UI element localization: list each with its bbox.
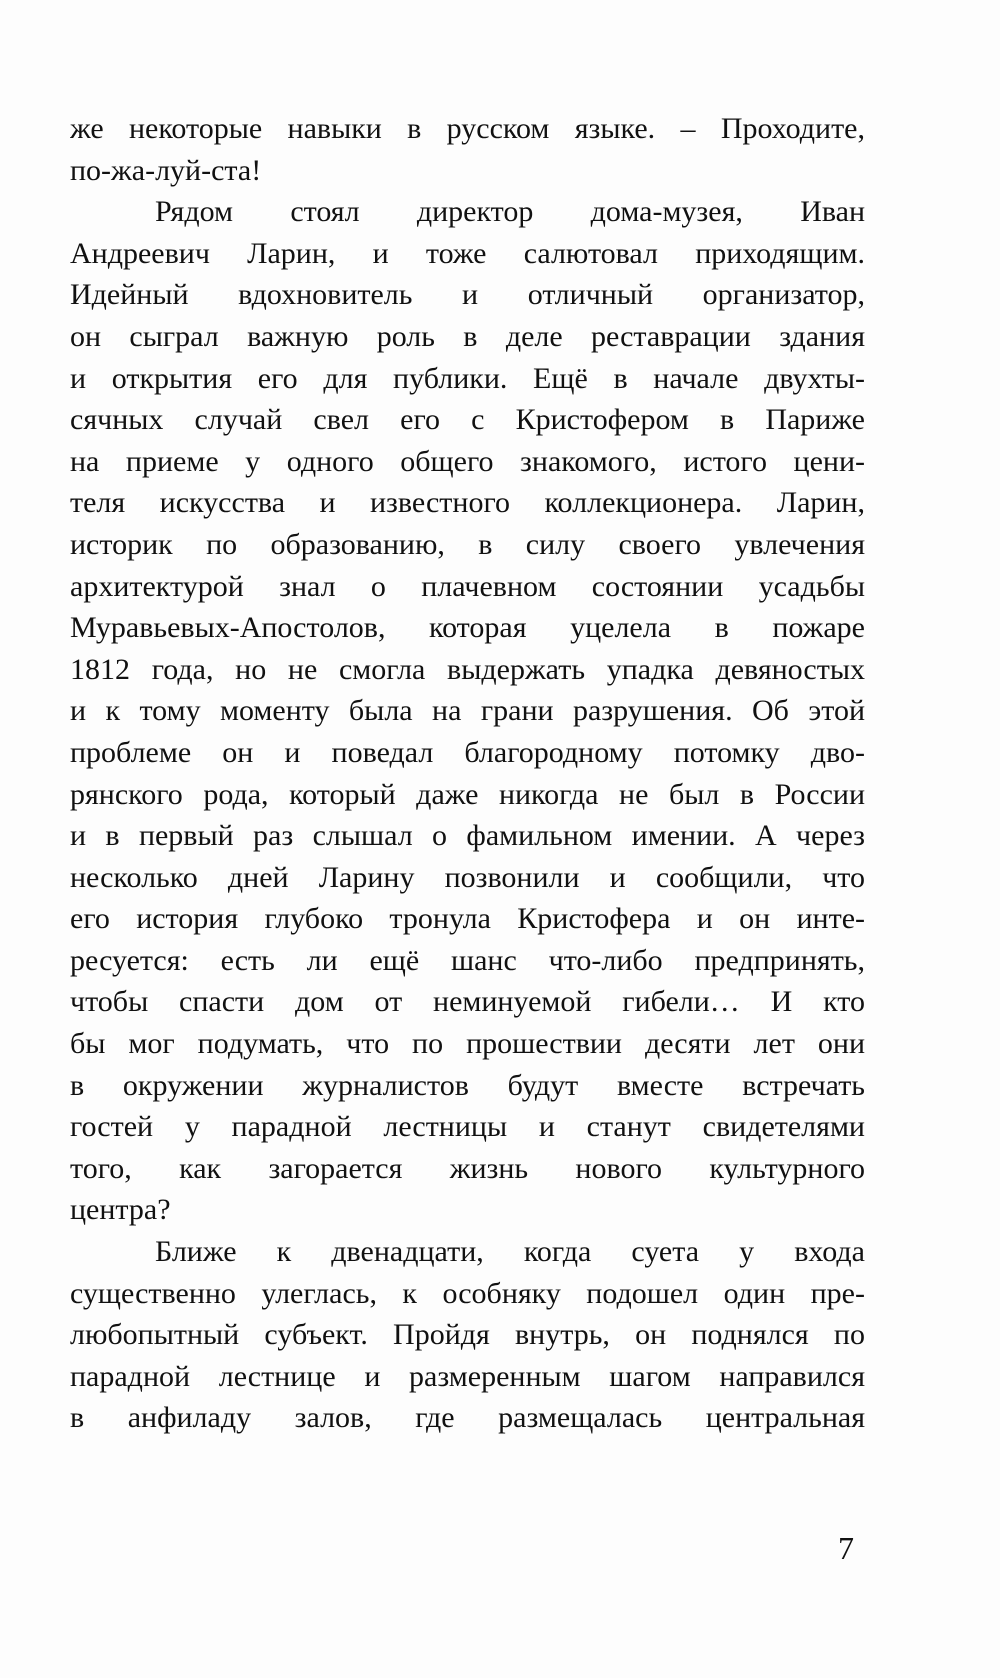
text-line: его история глубоко тронула Кристофера и он инте- bbox=[70, 902, 865, 936]
text-line: и открытия его для публики. Ещё в начале двухты- bbox=[70, 361, 865, 395]
text-line: архитектурой знал о плачевном состоянии усадьбы bbox=[70, 569, 865, 603]
text-line: существенно улеглась, к особняку подошел один пре- bbox=[70, 1276, 865, 1310]
text-line: Рядом стоял директор дома-музея, Иван bbox=[155, 195, 865, 229]
text-line: Ближе к двенадцати, когда суета у входа bbox=[155, 1235, 865, 1269]
text-line: сячных случай свел его с Кристофером в Париже bbox=[70, 403, 865, 437]
text-line: Идейный вдохновитель и отличный организатор, bbox=[70, 278, 865, 312]
text-line: на приеме у одного общего знакомого, истого цени- bbox=[70, 444, 865, 478]
text-line: в анфиладу залов, где размещалась центральная bbox=[70, 1401, 865, 1435]
text-line: рянского рода, который даже никогда не был в России bbox=[70, 777, 865, 811]
text-line: любопытный субъект. Пройдя внутрь, он поднялся по bbox=[70, 1318, 865, 1352]
text-line: Муравьевых-Апостолов, которая уцелела в пожаре bbox=[70, 611, 865, 645]
text-line: и в первый раз слышал о фамильном имении. А через bbox=[70, 819, 865, 853]
text-line: он сыграл важную роль в деле реставрации здания bbox=[70, 319, 865, 353]
text-line: и к тому моменту была на грани разрушения. Об этой bbox=[70, 694, 865, 728]
text-line: Андреевич Ларин, и тоже салютовал приходящим. bbox=[70, 236, 865, 270]
text-line: историк по образованию, в силу своего увлечения bbox=[70, 527, 865, 561]
text-line: теля искусства и известного коллекционера. Ларин, bbox=[70, 486, 865, 520]
text-line: по-жа-луй-ста! bbox=[70, 153, 262, 187]
text-line: бы мог подумать, что по прошествии десяти лет они bbox=[70, 1027, 865, 1061]
text-line: же некоторые навыки в русском языке. – Проходите, bbox=[70, 112, 865, 145]
text-line: в окружении журналистов будут вместе встречать bbox=[70, 1068, 865, 1102]
text-line: чтобы спасти дом от неминуемой гибели… И кто bbox=[70, 985, 865, 1019]
text-line: несколько дней Ларину позвонили и сообщили, что bbox=[70, 860, 865, 894]
text-line: ресуется: есть ли ещё шанс что-либо предпринять, bbox=[70, 943, 865, 977]
text-line: проблеме он и поведал благородному потомку дво- bbox=[70, 735, 865, 769]
text-line: гостей у парадной лестницы и станут свидетелями bbox=[70, 1110, 865, 1144]
body-text bbox=[70, 108, 865, 1439]
text-line: центра? bbox=[70, 1193, 171, 1227]
text-line: 1812 года, но не смогла выдержать упадка девяностых bbox=[70, 652, 865, 686]
page-number: 7 bbox=[838, 1530, 854, 1566]
text-line: того, как загорается жизнь нового культурного bbox=[70, 1151, 865, 1185]
text-line: парадной лестнице и размеренным шагом направился bbox=[70, 1359, 865, 1393]
